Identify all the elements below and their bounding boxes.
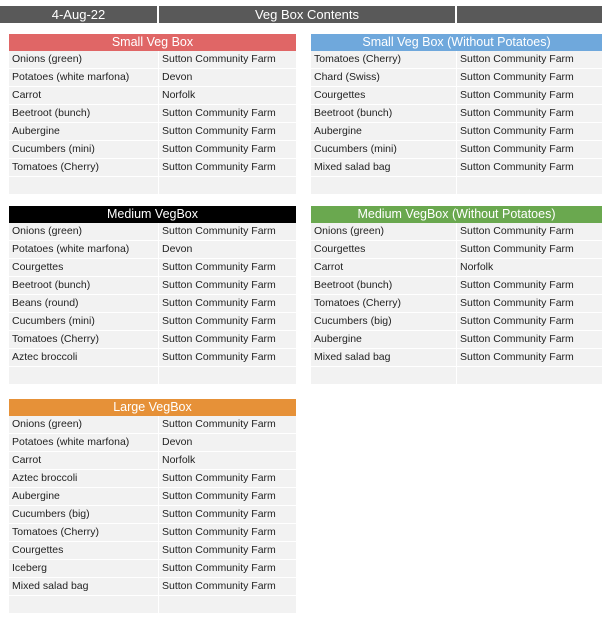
source-cell[interactable]: Sutton Community Farm: [158, 524, 296, 541]
source-cell[interactable]: [158, 367, 296, 384]
table-row: [311, 277, 602, 295]
veg-name-cell[interactable]: Carrot: [9, 87, 158, 104]
table-row: [9, 331, 296, 349]
table-row: [9, 542, 296, 560]
veg-name-cell[interactable]: Potatoes (white marfona): [9, 434, 158, 451]
sheet-title: Veg Box Contents: [254, 7, 360, 22]
table-row: [311, 159, 602, 177]
source-cell[interactable]: Sutton Community Farm: [456, 159, 602, 176]
source-cell[interactable]: Sutton Community Farm: [158, 560, 296, 577]
table-row: [9, 470, 296, 488]
veg-name-cell[interactable]: Aubergine: [311, 123, 456, 140]
veg-name-cell[interactable]: Carrot: [311, 259, 456, 276]
table-row: [311, 331, 602, 349]
veg-name-cell[interactable]: Beans (round): [9, 295, 158, 312]
table-row: [311, 223, 602, 241]
veg-name-cell[interactable]: Mixed salad bag: [9, 578, 158, 595]
source-cell[interactable]: Sutton Community Farm: [158, 123, 296, 140]
box-title: Medium VegBox (Without Potatoes): [311, 206, 602, 223]
veg-name-cell[interactable]: Courgettes: [9, 259, 158, 276]
table-row: [9, 367, 296, 385]
veg-name-cell[interactable]: Cucumbers (mini): [9, 313, 158, 330]
veg-name-cell[interactable]: [311, 177, 456, 194]
title-cell: [159, 6, 455, 23]
source-cell[interactable]: [456, 177, 602, 194]
table-row: [9, 87, 296, 105]
table-row: [311, 123, 602, 141]
veg-name-cell[interactable]: Tomatoes (Cherry): [311, 51, 456, 68]
table-row: [9, 416, 296, 434]
table-row: [311, 69, 602, 87]
veg-name-cell[interactable]: Cucumbers (mini): [9, 141, 158, 158]
table-row: [9, 51, 296, 69]
veg-name-cell[interactable]: Aubergine: [9, 488, 158, 505]
veg-name-cell[interactable]: Aubergine: [311, 331, 456, 348]
table-row: [9, 123, 296, 141]
table-row: [311, 259, 602, 277]
veg-name-cell[interactable]: Potatoes (white marfona): [9, 69, 158, 86]
source-cell[interactable]: Sutton Community Farm: [456, 349, 602, 366]
source-cell[interactable]: Sutton Community Farm: [158, 578, 296, 595]
table-row: [9, 241, 296, 259]
veg-name-cell[interactable]: Aubergine: [9, 123, 158, 140]
veg-name-cell[interactable]: Onions (green): [311, 223, 456, 240]
source-cell[interactable]: Sutton Community Farm: [158, 259, 296, 276]
veg-name-cell[interactable]: Cucumbers (big): [311, 313, 456, 330]
table-row: [9, 159, 296, 177]
table-row: [9, 141, 296, 159]
source-cell[interactable]: [456, 367, 602, 384]
box-title: Small Veg Box (Without Potatoes): [311, 34, 602, 51]
source-cell[interactable]: Sutton Community Farm: [158, 295, 296, 312]
veg-name-cell[interactable]: Potatoes (white marfona): [9, 241, 158, 258]
veg-box-small-without-potatoes: [311, 34, 602, 195]
source-cell[interactable]: Sutton Community Farm: [456, 241, 602, 258]
veg-name-cell[interactable]: Chard (Swiss): [311, 69, 456, 86]
source-cell[interactable]: [158, 596, 296, 613]
table-row: [311, 313, 602, 331]
veg-name-cell[interactable]: Tomatoes (Cherry): [311, 295, 456, 312]
table-row: [311, 141, 602, 159]
veg-name-cell[interactable]: Mixed salad bag: [311, 159, 456, 176]
table-row: [9, 313, 296, 331]
veg-name-cell[interactable]: Mixed salad bag: [311, 349, 456, 366]
source-cell[interactable]: Sutton Community Farm: [456, 123, 602, 140]
source-cell[interactable]: Sutton Community Farm: [158, 416, 296, 433]
source-cell[interactable]: Sutton Community Farm: [456, 277, 602, 294]
box-title: Large VegBox: [9, 399, 296, 416]
source-cell[interactable]: Sutton Community Farm: [158, 159, 296, 176]
veg-name-cell[interactable]: Tomatoes (Cherry): [9, 524, 158, 541]
table-row: [311, 177, 602, 195]
veg-name-cell[interactable]: [9, 177, 158, 194]
source-cell[interactable]: Sutton Community Farm: [456, 295, 602, 312]
table-row: [9, 295, 296, 313]
table-row: [9, 524, 296, 542]
source-cell[interactable]: Sutton Community Farm: [158, 542, 296, 559]
source-cell[interactable]: Sutton Community Farm: [158, 488, 296, 505]
source-cell[interactable]: Sutton Community Farm: [456, 331, 602, 348]
veg-name-cell[interactable]: Courgettes: [311, 87, 456, 104]
table-row: [9, 69, 296, 87]
source-cell[interactable]: [158, 177, 296, 194]
table-row: [9, 223, 296, 241]
table-row: [311, 241, 602, 259]
veg-box-medium: [9, 206, 296, 385]
source-cell[interactable]: Sutton Community Farm: [158, 51, 296, 68]
table-row: [9, 452, 296, 470]
source-cell[interactable]: Norfolk: [456, 259, 602, 276]
veg-name-cell[interactable]: [9, 596, 158, 613]
blank-header-cell: [457, 6, 602, 23]
source-cell[interactable]: Devon: [158, 69, 296, 86]
veg-name-cell[interactable]: Beetroot (bunch): [9, 277, 158, 294]
source-cell[interactable]: Sutton Community Farm: [158, 313, 296, 330]
table-row: [9, 560, 296, 578]
source-cell[interactable]: Sutton Community Farm: [158, 349, 296, 366]
source-cell[interactable]: Sutton Community Farm: [158, 141, 296, 158]
table-row: [311, 367, 602, 385]
source-cell[interactable]: Norfolk: [158, 87, 296, 104]
box-title: Small Veg Box: [9, 34, 296, 51]
source-cell[interactable]: Sutton Community Farm: [456, 313, 602, 330]
table-row: [9, 177, 296, 195]
table-row: [9, 596, 296, 614]
veg-name-cell[interactable]: Beetroot (bunch): [311, 105, 456, 122]
veg-name-cell[interactable]: [311, 367, 456, 384]
source-cell[interactable]: Norfolk: [158, 452, 296, 469]
table-row: [311, 51, 602, 69]
veg-name-cell[interactable]: Cucumbers (big): [9, 506, 158, 523]
veg-box-medium-without-potatoes: [311, 206, 602, 385]
table-row: [9, 277, 296, 295]
date-label: 4-Aug-22: [51, 7, 106, 22]
veg-box-large: [9, 399, 296, 614]
veg-name-cell[interactable]: Iceberg: [9, 560, 158, 577]
table-row: [311, 295, 602, 313]
veg-name-cell[interactable]: Courgettes: [9, 542, 158, 559]
source-cell[interactable]: Sutton Community Farm: [456, 223, 602, 240]
table-row: [9, 434, 296, 452]
source-cell[interactable]: Devon: [158, 241, 296, 258]
source-cell[interactable]: Devon: [158, 434, 296, 451]
source-cell[interactable]: Sutton Community Farm: [158, 277, 296, 294]
source-cell[interactable]: Sutton Community Farm: [456, 51, 602, 68]
veg-name-cell[interactable]: Beetroot (bunch): [311, 277, 456, 294]
table-row: [9, 506, 296, 524]
veg-name-cell[interactable]: Beetroot (bunch): [9, 105, 158, 122]
veg-name-cell[interactable]: Tomatoes (Cherry): [9, 331, 158, 348]
source-cell[interactable]: Sutton Community Farm: [456, 87, 602, 104]
table-row: [311, 349, 602, 367]
veg-name-cell[interactable]: Cucumbers (mini): [311, 141, 456, 158]
veg-name-cell[interactable]: Aztec broccoli: [9, 470, 158, 487]
veg-name-cell[interactable]: Onions (green): [9, 51, 158, 68]
table-row: [9, 259, 296, 277]
table-row: [9, 488, 296, 506]
source-cell[interactable]: Sutton Community Farm: [456, 105, 602, 122]
veg-name-cell[interactable]: Onions (green): [9, 416, 158, 433]
table-row: [9, 105, 296, 123]
table-row: [9, 349, 296, 367]
source-cell[interactable]: Sutton Community Farm: [456, 141, 602, 158]
table-row: [311, 105, 602, 123]
table-row: [311, 87, 602, 105]
source-cell[interactable]: Sutton Community Farm: [158, 331, 296, 348]
veg-name-cell[interactable]: Tomatoes (Cherry): [9, 159, 158, 176]
source-cell[interactable]: Sutton Community Farm: [158, 223, 296, 240]
veg-name-cell[interactable]: Carrot: [9, 452, 158, 469]
source-cell[interactable]: Sutton Community Farm: [158, 470, 296, 487]
veg-name-cell[interactable]: Aztec broccoli: [9, 349, 158, 366]
veg-box-small: [9, 34, 296, 195]
source-cell[interactable]: Sutton Community Farm: [158, 506, 296, 523]
veg-name-cell[interactable]: Onions (green): [9, 223, 158, 240]
box-title: Medium VegBox: [9, 206, 296, 223]
veg-name-cell[interactable]: Courgettes: [311, 241, 456, 258]
table-row: [9, 578, 296, 596]
veg-name-cell[interactable]: [9, 367, 158, 384]
date-cell: [0, 6, 157, 23]
source-cell[interactable]: Sutton Community Farm: [456, 69, 602, 86]
source-cell[interactable]: Sutton Community Farm: [158, 105, 296, 122]
